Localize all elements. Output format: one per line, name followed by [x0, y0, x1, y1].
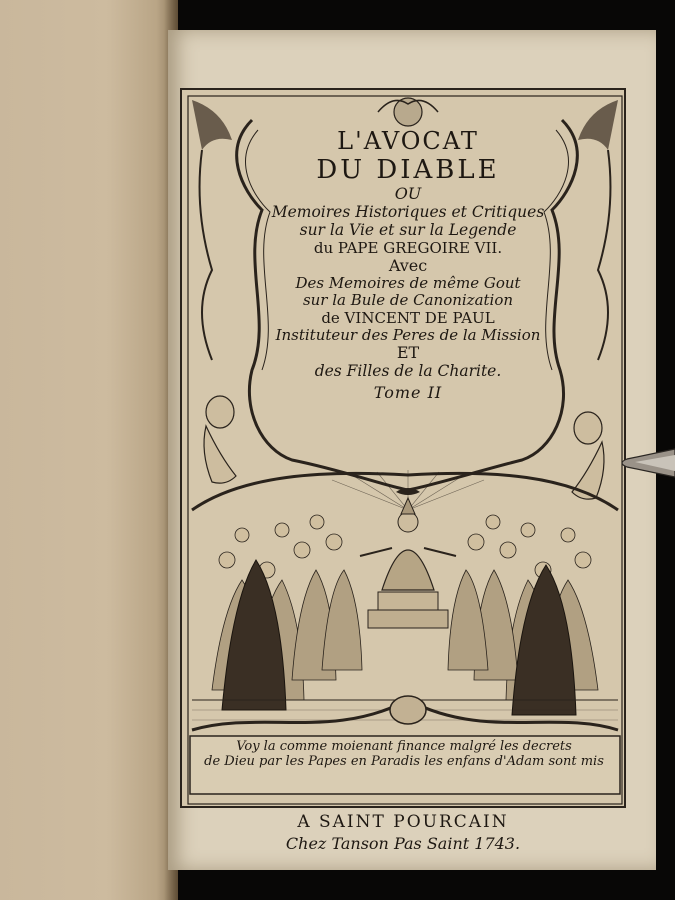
title-text-block — [258, 128, 558, 403]
volume-label: Tome II — [373, 383, 443, 403]
caption-line-2: de Dieu par les Papes en Paradis les enfans d'Adam sont mis — [204, 753, 604, 769]
engraving-caption — [190, 740, 618, 770]
title-line-2: DU DIABLE — [316, 154, 500, 185]
title-line-4: Memoires Historiques et Critiques — [271, 202, 545, 221]
left-cover-board — [0, 0, 178, 900]
title-line-1: L'AVOCAT — [337, 127, 479, 155]
title-line-11: Instituteur des Peres de la Mission — [275, 325, 541, 344]
title-line-9: sur la Bule de Canonization — [302, 291, 514, 310]
imprint — [180, 812, 626, 853]
title-line-7: Avec — [388, 255, 428, 275]
imprint-city: A SAINT POURCAIN — [297, 812, 509, 832]
title-line-8: Des Memoires de même Gout — [295, 274, 521, 293]
page-clip-icon — [617, 445, 675, 481]
title-line-3: OU — [394, 184, 422, 204]
title-line-13: des Filles de la Charite. — [314, 361, 502, 380]
caption-line-1: Voy la comme moienant finance malgré les decrets — [236, 739, 572, 754]
title-line-6: du PAPE GREGOIRE VII. — [313, 238, 503, 257]
title-line-12: ET — [396, 343, 420, 363]
title-line-5: sur la Vie et sur la Legende — [299, 220, 517, 239]
title-line-10: de VINCENT DE PAUL — [321, 308, 495, 327]
imprint-publisher: Chez Tanson Pas Saint 1743. — [285, 834, 521, 853]
